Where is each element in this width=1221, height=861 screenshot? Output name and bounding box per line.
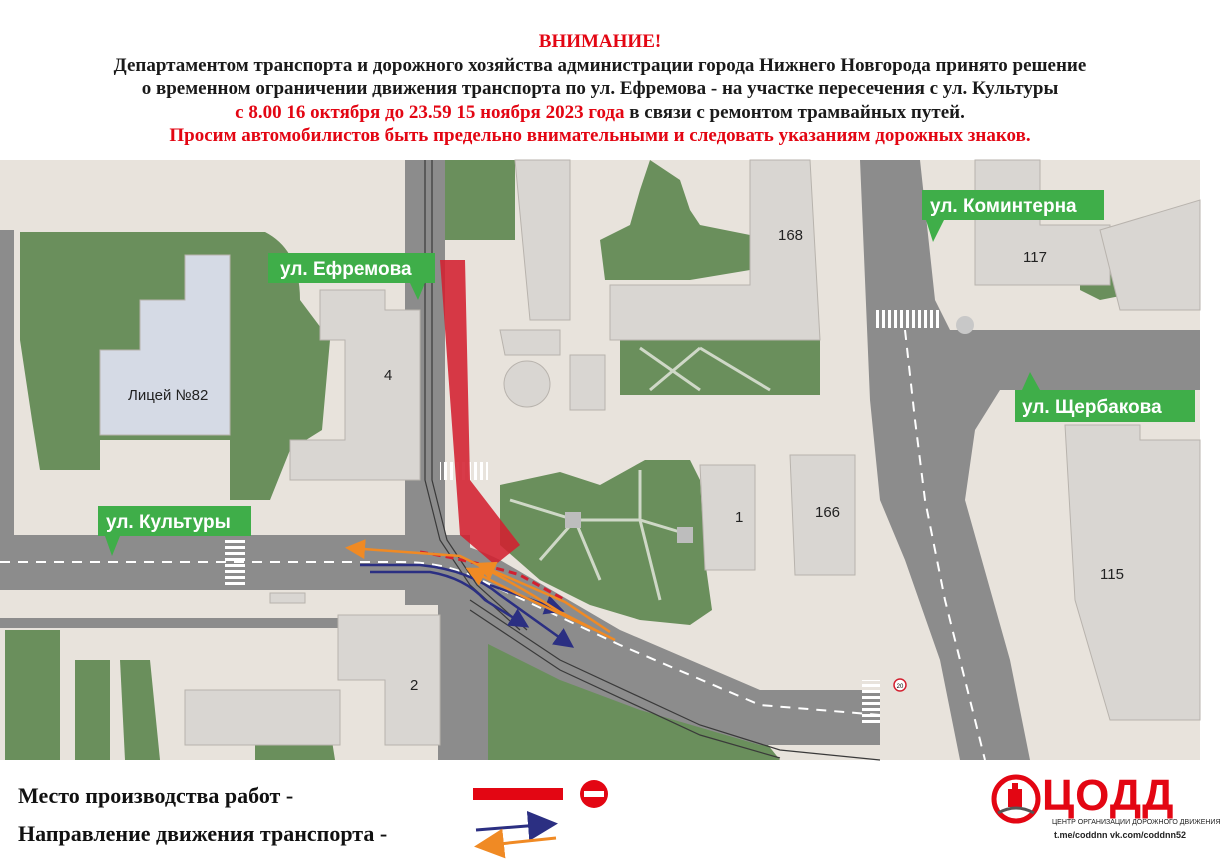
- speed-limit-value: 20: [896, 684, 904, 690]
- announcement-header: [0, 30, 1200, 148]
- bus-stop: [270, 593, 305, 603]
- building-label-2: 2: [410, 677, 419, 694]
- monument-2: [677, 527, 693, 543]
- road-west: [0, 230, 14, 535]
- building-1: [700, 465, 755, 570]
- monument-1: [565, 512, 581, 528]
- codd-links: t.me/coddnn vk.com/coddnn52: [1054, 830, 1187, 840]
- announcement-line-2: о временном ограничении движения транспорта по ул. Ефремова - на участке пересечения с ул. Культуры: [141, 78, 1059, 99]
- codd-emblem-icon: [990, 773, 1042, 825]
- building-label-1: 1: [735, 509, 744, 526]
- speed-limit-sign: [894, 679, 906, 691]
- green-sw-2: [75, 660, 110, 760]
- closure-period: с 8.00 16 октября до 23.59 15 ноября 2023 года: [235, 101, 625, 123]
- codd-brand: ЦОДД: [1042, 771, 1175, 820]
- label-kominterna-text: ул. Коминтерна: [930, 196, 1077, 217]
- announcement-line-3: [0, 101, 1200, 125]
- announcement-line-1: Департаментом транспорта и дорожного хозяйства администрации города Нижнего Новгорода принято решение: [113, 54, 1087, 76]
- driver-appeal: Просим автомобилистов быть предельно внимательными и следовать указаниям дорожных знаков.: [169, 125, 1031, 146]
- road-map: [0, 160, 1200, 760]
- building-sw: [185, 690, 340, 745]
- lawn-strip: [620, 340, 820, 395]
- codd-subtitle: ЦЕНТР ОРГАНИЗАЦИИ ДОРОЖНОГО ДВИЖЕНИЯ: [1052, 819, 1221, 826]
- label-kultury-text: ул. Культуры: [106, 512, 231, 533]
- building-label-117: 117: [1023, 249, 1047, 266]
- building-label-4: 4: [384, 367, 393, 384]
- arrow-left-icon: [480, 838, 556, 846]
- alert-title: ВНИМАНИЕ!: [538, 31, 662, 52]
- label-shcherbakova-text: ул. Щербакова: [1022, 397, 1162, 418]
- closure-reason: в связи с ремонтом трамвайных путей.: [624, 101, 965, 123]
- arrow-right-icon: [476, 824, 552, 830]
- label-efremova-text: ул. Ефремова: [280, 259, 412, 280]
- legend-works: Место производства работ -: [18, 783, 294, 808]
- codd-logo: [990, 771, 1221, 853]
- building-small: [570, 355, 605, 410]
- green-sw-1: [5, 630, 60, 760]
- roundabout-dot: [956, 316, 974, 334]
- building-label-166: 166: [815, 504, 841, 521]
- road-efremova-south: [438, 600, 488, 760]
- legend-works-symbols: [470, 780, 620, 810]
- building-label-168: 168: [778, 227, 804, 244]
- legend-direction: Направление движения транспорта -: [18, 821, 388, 846]
- building-label-115: 115: [1100, 566, 1124, 583]
- building-label-lyceum: Лицей №82: [128, 387, 209, 404]
- legend-work-bar: [473, 788, 563, 800]
- building-round: [504, 361, 550, 407]
- legend-direction-arrows: [470, 816, 570, 856]
- building-annex: [500, 330, 560, 355]
